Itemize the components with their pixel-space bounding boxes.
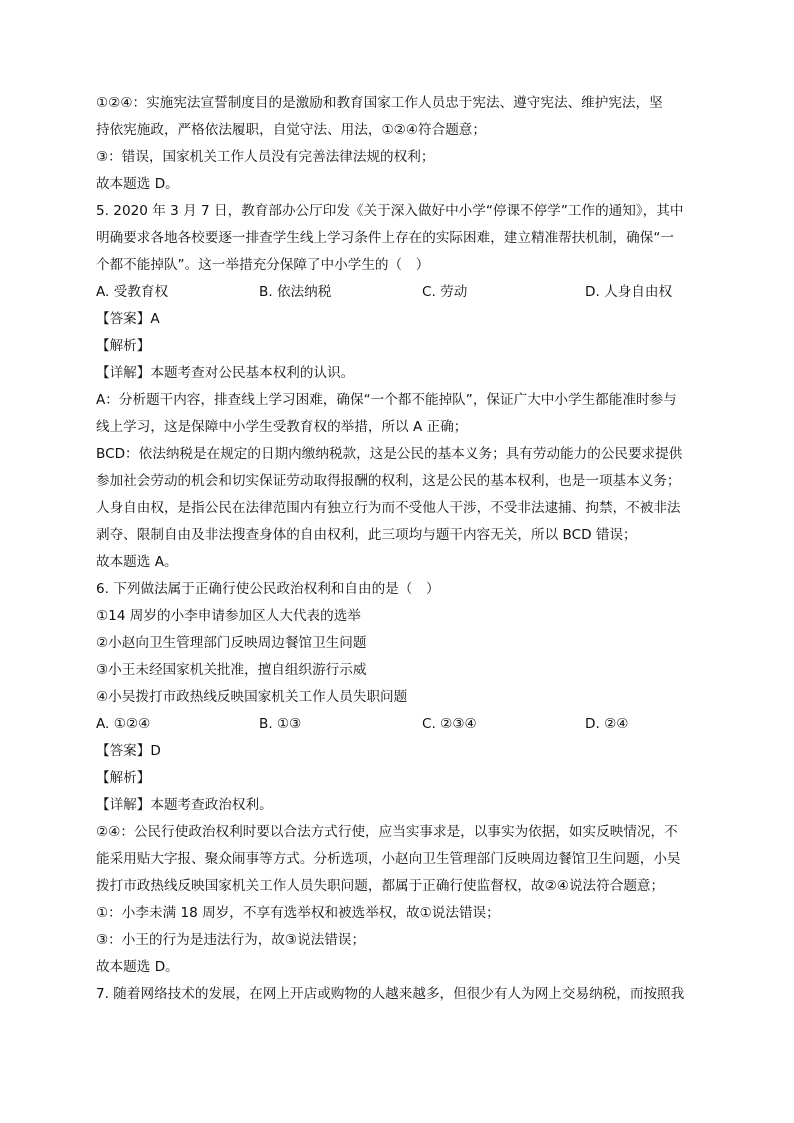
explain-line: ①：小李未满 18 周岁，不享有选举权和被选举权，故①说法错误； — [96, 905, 500, 921]
option-c: C. 劳动 — [422, 284, 468, 300]
explain-line: BCD：依法纳税是在规定的日期内缴纳税款，这是公民的基本义务；具有劳动能力的公民要求提供 — [96, 446, 683, 462]
explain-line: 【详解】本题考查对公民基本权利的认识。 — [96, 365, 355, 381]
statement-4: ④小吴拨打市政热线反映国家机关工作人员失职问题 — [96, 689, 408, 705]
analysis-label: 【解析】 — [96, 770, 151, 786]
answer-label: 【答案】D — [96, 743, 161, 759]
option-a: A. 受教育权 — [96, 284, 169, 300]
statement-2: ②小赵向卫生管理部门反映周边餐馆卫生问题 — [96, 635, 367, 651]
explain-line: 能采用贴大字报、聚众闹事等方式。分析选项，小赵向卫生管理部门反映周边餐馆卫生问题，小吴 — [96, 851, 681, 867]
explain-line: 【详解】本题考查政治权利。 — [96, 797, 273, 813]
question-stem: 明确要求各地各校要逐一排查学生线上学习条件上存在的实际困难，建立精准帮扶机制，确保“一 — [96, 230, 674, 246]
statement-1: ①14 周岁的小李申请参加区人大代表的选举 — [96, 608, 361, 624]
explain-line: ③：小王的行为是违法行为，故③说法错误； — [96, 932, 366, 948]
explain-line: 拨打市政热线反映国家机关工作人员失职问题，都属于正确行使监督权，故②④说法符合题意； — [96, 878, 665, 894]
text-line: ①②④：实施宪法宣誓制度目的是激励和教育国家工作人员忠于宪法、遵守宪法、维护宪法，坚 — [96, 95, 663, 111]
explain-line: A：分析题干内容，排查线上学习困难，确保“一个都不能掉队”，保证广大中小学生都能准时参与 — [96, 392, 677, 408]
explain-line: 人身自由权，是指公民在法律范围内有独立行为而不受他人干涉，不受非法逮捕、拘禁，不被非法 — [96, 500, 681, 516]
text-line: ③：错误，国家机关工作人员没有完善法律法规的权利； — [96, 149, 435, 165]
explain-line: 参加社会劳动的机会和切实保证劳动取得报酬的权利，这是公民的基本权利，也是一项基本义务； — [96, 473, 681, 489]
explain-line: 线上学习，这是保障中小学生受教育权的举措，所以 A 正确； — [96, 419, 468, 435]
analysis-label: 【解析】 — [96, 338, 151, 354]
option-d: D. ②④ — [585, 716, 629, 732]
option-c: C. ②③④ — [422, 716, 477, 732]
text-line: 持依宪施政，严格依法履职，自觉守法、用法，①②④符合题意； — [96, 122, 486, 138]
question-6 — [96, 576, 708, 981]
question-stem: 7. 随着网络技术的发展，在网上开店或购物的人越来越多，但很少有人为网上交易纳税，而按照我 — [96, 986, 685, 1002]
explain-line: 故本题选 A。 — [96, 554, 178, 570]
explain-line: 剥夺、限制自由及非法搜查身体的自由权利，此三项均与题干内容无关，所以 BCD 错误； — [96, 527, 637, 543]
text-line: 故本题选 D。 — [96, 176, 179, 192]
options-row — [96, 711, 708, 738]
option-b: B. ①③ — [259, 716, 302, 732]
document-page — [96, 90, 708, 1008]
question-5 — [96, 198, 708, 576]
option-b: B. 依法纳税 — [259, 284, 332, 300]
option-a: A. ①②④ — [96, 716, 151, 732]
explain-line: ②④：公民行使政治权利时要以合法方式行使，应当实事求是，以事实为依据，如实反映情况，不 — [96, 824, 678, 840]
statement-3: ③小王未经国家机关批准，擅自组织游行示威 — [96, 662, 367, 678]
question-stem: 5. 2020 年 3 月 7 日，教育部办公厅印发《关于深入做好中小学“停课不停学”工作的通知》，其中 — [96, 203, 684, 219]
question-stem: 个都不能掉队”。这一举措充分保障了中小学生的（ ） — [96, 257, 430, 273]
question-stem: 6. 下列做法属于正确行使公民政治权利和自由的是（ ） — [96, 581, 440, 597]
q4-explanation-tail — [96, 90, 708, 198]
explain-line: 故本题选 D。 — [96, 959, 179, 975]
options-row — [96, 279, 708, 306]
question-7 — [96, 981, 708, 1008]
answer-label: 【答案】A — [96, 311, 160, 327]
option-d: D. 人身自由权 — [585, 284, 673, 300]
